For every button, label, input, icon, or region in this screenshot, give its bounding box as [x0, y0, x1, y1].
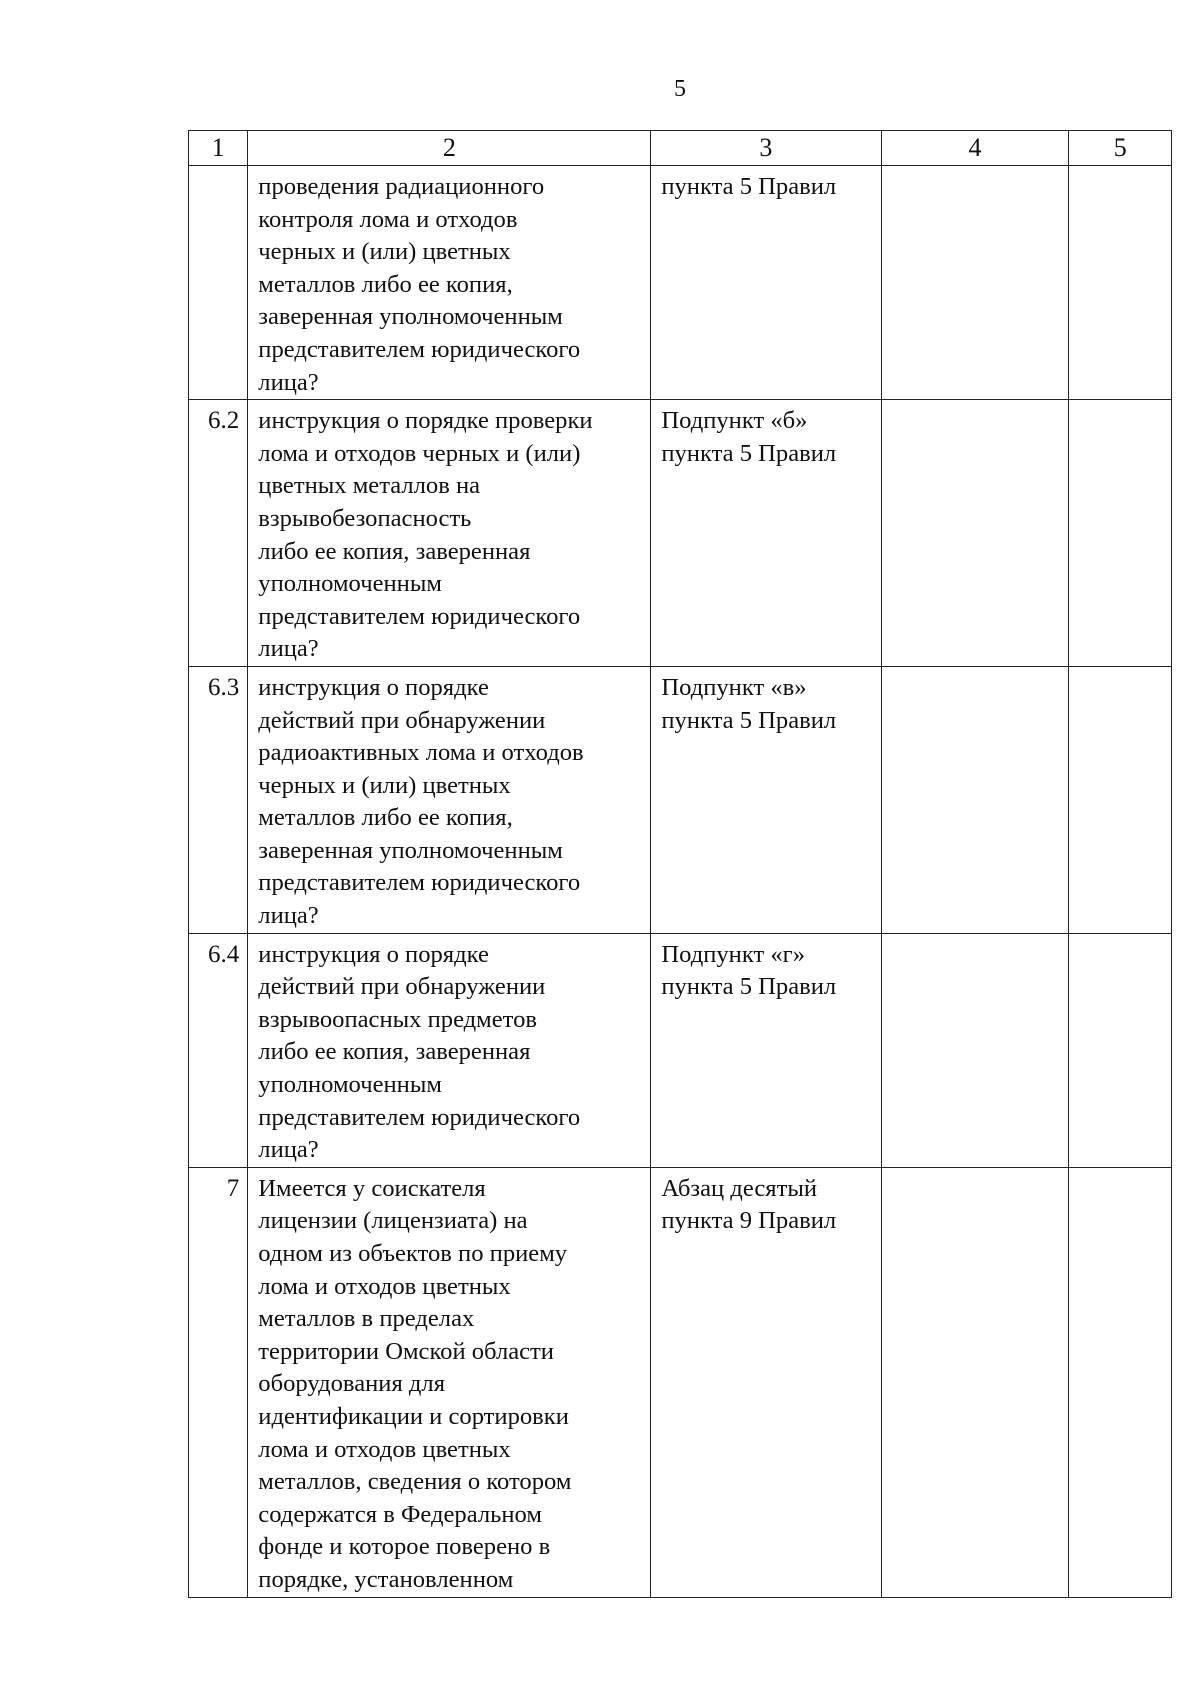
requirement-text-line: одном из объектов по приему: [258, 1240, 568, 1267]
requirement-text-line: лица?: [258, 1136, 319, 1164]
requirement-text-line: лома и отходов цветных: [258, 1272, 511, 1300]
requirement-text-line: идентификации и сортировки: [258, 1402, 569, 1430]
table-row: [189, 933, 1172, 1167]
requirement-text-line: лома и отходов черных и (или): [258, 439, 581, 467]
requirement-text-line: порядке, установленном: [258, 1565, 514, 1593]
answer-cell-col4: [881, 400, 1069, 667]
row-number: 6.2: [189, 400, 248, 667]
header-cell-1: 1: [189, 131, 248, 166]
requirement-text: [248, 1167, 651, 1597]
requirement-text-line: содержатся в Федеральном: [258, 1500, 542, 1528]
requirement-text-line: инструкция о порядке: [258, 940, 489, 968]
table-row: [189, 1167, 1172, 1597]
legal-reference-line: пункта 9 Правил: [661, 1207, 837, 1235]
legal-reference: [651, 666, 881, 933]
requirement-text-line: черных и (или) цветных: [258, 238, 511, 266]
header-cell-3: 3: [651, 131, 881, 166]
requirement-text-line: инструкция о порядке проверки: [258, 407, 593, 435]
requirement-text-line: представителем юридического: [258, 335, 581, 363]
legal-reference-line: пункта 5 Правил: [661, 973, 837, 1001]
requirement-text-line: заверенная уполномоченным: [258, 303, 563, 331]
requirement-text-line: оборудования для: [258, 1370, 446, 1398]
requirement-text-line: лица?: [258, 368, 319, 396]
requirement-text-line: представителем юридического: [258, 869, 581, 897]
answer-cell-col5: [1069, 400, 1172, 667]
legal-reference-line: пункта 5 Правил: [661, 439, 837, 467]
requirement-text-line: взрывобезопасность: [258, 504, 472, 532]
answer-cell-col5: [1069, 666, 1172, 933]
checklist-table: [188, 130, 1172, 1598]
requirement-text-line: уполномоченным: [258, 570, 442, 598]
requirement-text-line: Имеется у соискателя: [258, 1174, 486, 1202]
legal-reference-line: Абзац десятый: [661, 1174, 818, 1202]
header-cell-5: 5: [1069, 131, 1172, 166]
requirement-text-line: действий при обнаружении: [258, 973, 546, 1001]
answer-cell-col5: [1069, 1167, 1172, 1597]
legal-reference-line: Подпункт «в»: [661, 673, 807, 701]
requirement-text-line: металлов либо ее копия,: [258, 270, 513, 298]
row-number: 6.3: [189, 666, 248, 933]
legal-reference-line: пункта 5 Правил: [661, 173, 837, 200]
requirement-text-line: контроля лома и отходов: [258, 205, 518, 233]
requirement-text-line: взрывоопасных предметов: [258, 1005, 537, 1033]
requirement-text-line: инструкция о порядке: [258, 673, 489, 701]
legal-reference-line: Подпункт «б»: [661, 407, 808, 435]
requirement-text-line: проведения радиационного: [258, 173, 545, 200]
legal-reference-line: пункта 5 Правил: [661, 706, 837, 734]
requirement-text-line: представителем юридического: [258, 602, 581, 630]
requirement-text-line: территории Омской области: [258, 1337, 554, 1365]
row-number: 7: [189, 1167, 248, 1597]
requirement-text-line: лома и отходов цветных: [258, 1435, 511, 1463]
header-cell-2: 2: [248, 131, 651, 166]
requirement-text-line: цветных металлов на: [258, 472, 481, 500]
header-cell-4: 4: [881, 131, 1069, 166]
requirement-text-line: уполномоченным: [258, 1071, 442, 1099]
answer-cell-col5: [1069, 933, 1172, 1167]
legal-reference-line: Подпункт «г»: [661, 940, 806, 968]
requirement-text-line: лицензии (лицензиата) на: [258, 1207, 528, 1235]
requirement-text: [248, 166, 651, 400]
row-number: 6.4: [189, 933, 248, 1167]
answer-cell-col4: [881, 166, 1069, 400]
requirement-text-line: фонде и которое поверено в: [258, 1533, 551, 1561]
row-number: [189, 166, 248, 400]
requirement-text-line: либо ее копия, заверенная: [258, 537, 531, 565]
table-row: [189, 400, 1172, 667]
requirement-text-line: заверенная уполномоченным: [258, 836, 563, 864]
requirement-text-line: радиоактивных лома и отходов: [258, 739, 584, 767]
requirement-text: [248, 400, 651, 667]
answer-cell-col4: [881, 1167, 1069, 1597]
requirement-text-line: черных и (или) цветных: [258, 771, 511, 799]
requirement-text-line: лица?: [258, 635, 319, 663]
requirement-text: [248, 933, 651, 1167]
legal-reference: [651, 166, 881, 400]
requirement-text-line: металлов в пределах: [258, 1305, 475, 1333]
table-row: [189, 666, 1172, 933]
header-row: [189, 131, 1172, 166]
requirement-text-line: представителем юридического: [258, 1103, 581, 1131]
legal-reference: [651, 400, 881, 667]
legal-reference: [651, 1167, 881, 1597]
answer-cell-col4: [881, 933, 1069, 1167]
requirement-text: [248, 666, 651, 933]
requirement-text-line: металлов либо ее копия,: [258, 804, 513, 832]
requirement-text-line: лица?: [258, 902, 319, 930]
requirement-text-line: действий при обнаружении: [258, 706, 546, 734]
page-number: 5: [674, 76, 686, 102]
table-row: [189, 166, 1172, 400]
requirement-text-line: либо ее копия, заверенная: [258, 1038, 531, 1066]
legal-reference: [651, 933, 881, 1167]
answer-cell-col4: [881, 666, 1069, 933]
requirement-text-line: металлов, сведения о котором: [258, 1468, 572, 1496]
answer-cell-col5: [1069, 166, 1172, 400]
